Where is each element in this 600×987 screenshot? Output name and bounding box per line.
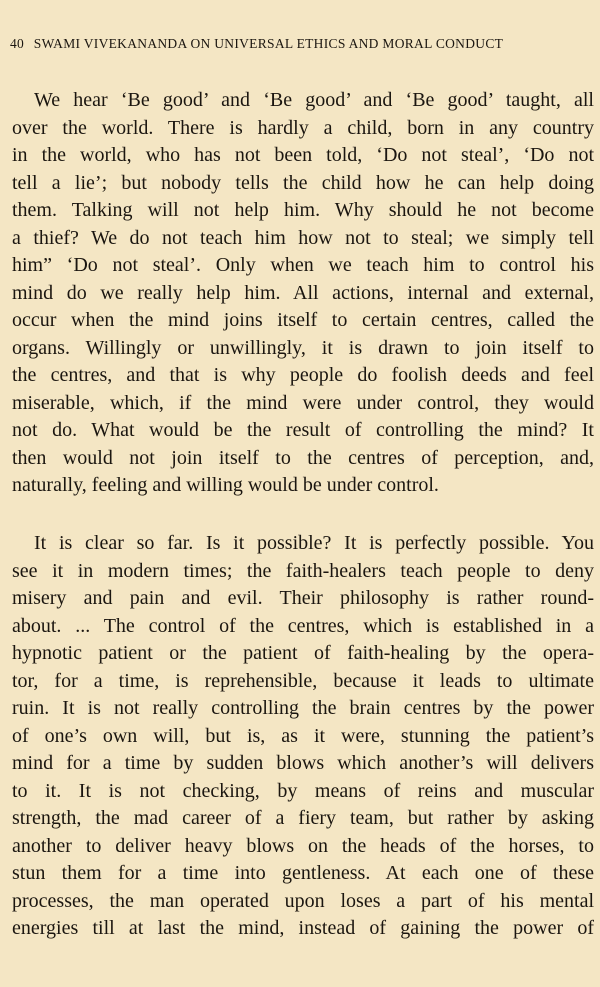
text-line: energies till at last the mind, instead of gaining the power of: [12, 917, 594, 939]
text-line: over the world. There is hardly a child, born in any country: [12, 116, 594, 139]
text-line: tor, for a time, is reprehensible, because it leads to ultimate: [12, 669, 594, 692]
text-line: another to deliver heavy blows on the heads of the horses, to: [12, 834, 594, 857]
text-line: miserable, which, if the mind were under control, they would: [12, 391, 594, 414]
text-line: about. ... The control of the centres, which is established in a: [12, 614, 594, 637]
text-line: tell a lie’; but nobody tells the child how he can help doing: [12, 171, 594, 194]
text-line: strength, the mad career of a fiery team, but rather by asking: [12, 807, 594, 829]
text-line: naturally, feeling and willing would be under control.: [12, 474, 439, 496]
text-line: mind for a time by sudden blows which another’s will delivers: [12, 752, 594, 774]
page-number: 40: [10, 36, 25, 51]
running-header: [10, 36, 595, 58]
text-line: not do. What would be the result of controlling the mind? It: [12, 419, 594, 441]
text-line: of one’s own will, but is, as it were, stunning the patient’s: [12, 724, 594, 747]
text-line: hypnotic patient or the patient of faith-healing by the opera-: [12, 642, 594, 664]
text-line: occur when the mind joins itself to certain centres, called the: [12, 309, 594, 331]
text-line: We hear ‘Be good’ and ‘Be good’ and ‘Be good’ taught, all: [34, 89, 594, 111]
text-line: see it in modern times; the faith-healers teach people to deny: [12, 559, 594, 582]
paragraph-2: [12, 530, 594, 943]
text-line: in the world, who has not been told, ‘Do not steal’, ‘Do not: [12, 144, 594, 166]
text-line: them. Talking will not help him. Why should he not become: [12, 199, 594, 221]
text-line: stun them for a time into gentleness. At each one of these: [12, 862, 594, 884]
text-line: a thief? We do not teach him how not to steal; we simply tell: [12, 226, 594, 249]
text-line: the centres, and that is why people do foolish deeds and feel: [12, 364, 594, 386]
text-line: It is clear so far. Is it possible? It is perfectly possible. You: [34, 532, 594, 554]
text-line: mind do we really help him. All actions, internal and external,: [12, 281, 594, 304]
paragraph-1: [12, 87, 594, 500]
text-line: ruin. It is not really controlling the brain centres by the power: [12, 697, 594, 719]
text-line: processes, the man operated upon loses a part of his mental: [12, 889, 594, 912]
text-line: him” ‘Do not steal’. Only when we teach him to control his: [12, 254, 594, 276]
text-line: organs. Willingly or unwillingly, it is drawn to join itself to: [12, 336, 594, 359]
running-title: SWAMI VIVEKANANDA ON UNIVERSAL ETHICS AND MORAL CONDUCT: [33, 36, 504, 51]
text-line: to it. It is not checking, by means of reins and muscular: [12, 779, 594, 802]
text-line: then would not join itself to the centres of perception, and,: [12, 446, 594, 469]
text-line: misery and pain and evil. Their philosophy is rather round-: [12, 587, 594, 609]
